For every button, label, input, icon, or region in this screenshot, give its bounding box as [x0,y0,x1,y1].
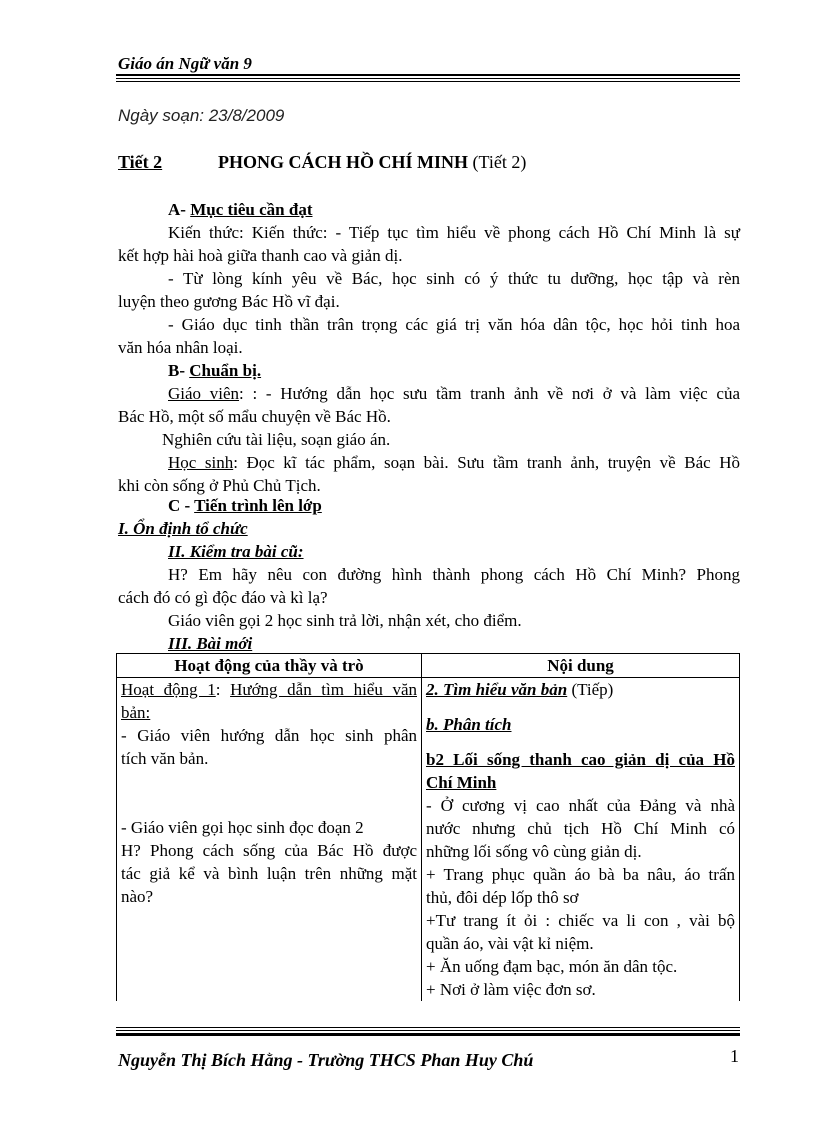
section-a-line-1: Kiến thức: Kiến thức: - Tiếp tục tìm hiểu về phong cách Hồ Chí Minh là sự [168,223,740,242]
spacer [121,770,417,816]
content-heading-2 [426,713,735,736]
table-cell-content [422,678,740,1002]
content-line-4: + Ăn uống đạm bạc, món ăn dân tộc. [426,957,678,976]
content-heading-3-text-1: b2 Lối sống thanh cao giản dị của Hồ [426,750,735,769]
content-heading-1-title: 2. Tìm hiểu văn bản [426,680,568,699]
step-1-heading: I. Ổn định tổ chức [118,519,248,538]
section-a-prefix: A- [168,200,191,219]
step-3-heading: III. Bài mới [168,634,253,653]
lesson-title-suffix: (Tiết 2) [468,152,527,172]
date-line: Ngày soạn: 23/8/2009 [118,106,285,125]
question-h-line-3: nào? [121,887,154,906]
section-c-title: Tiến trình lên lớp [194,496,322,515]
spacer [426,701,735,713]
page-number: 1 [730,1046,739,1066]
table-header-row [117,654,740,678]
section-b-heading [118,359,740,382]
header-rule-thick [116,74,740,76]
footer-author: Nguyễn Thị Bích Hằng - Trường THCS Phan Huy Chú [118,1050,534,1070]
content-heading-3-line-1 [426,748,735,771]
section-a-line-2: kết hợp hài hoà giữa thanh cao và giản dị. [118,246,403,265]
table-header-activity: Hoạt động của thầy và trò [117,654,422,678]
lesson-title [218,152,526,173]
step-2-heading: II. Kiểm tra bài cũ: [168,542,304,561]
question-line-2: cách đó có gì độc đáo và kì lạ? [118,588,328,607]
table-row [117,678,740,1002]
lesson-number: Tiết 2 [118,152,163,172]
question-h-line-2: tác giả kể và bình luận trên những mặt [121,864,417,883]
content-line-3b: quần áo, vài vật kỉ niệm. [426,934,594,953]
content-heading-1 [426,678,735,701]
content-line-2b: thủ, đôi dép lốp thô sơ [426,888,579,907]
student-line-1 [118,451,740,474]
content-line-1a: - Ở cương vị cao nhất của Đảng và nhà [426,796,735,815]
header-rule-thin-2 [116,81,740,82]
content-line-3a: +Tư trang ít ỏi : chiếc va li con , vài bộ [426,911,735,930]
student-line-2: khi còn sống ở Phủ Chủ Tịch. [118,476,321,495]
document-header-title: Giáo án Ngữ văn 9 [118,54,252,73]
activity-1-title-cont: bản [121,703,146,722]
teacher-line-3: Nghiên cứu tài liệu, soạn giáo án. [162,430,391,449]
section-c-heading [118,494,740,517]
teacher-text: : : - Hướng dẫn học sưu tầm tranh ảnh về nơi ở và làm việc của [239,384,740,403]
section-a-title: Mục tiêu cần đạt [190,200,313,219]
activity-1-heading [121,678,417,701]
teacher-guide-line-1: - Giáo viên hướng dẫn học sinh phân [121,726,417,745]
section-b-prefix: B- [168,361,190,380]
content-heading-3-text-2: Chí Minh [426,773,497,792]
activity-1-heading-cont [121,701,417,724]
section-a-line-6: văn hóa nhân loại. [118,338,243,357]
activity-1-title: Hướng dẫn tìm hiểu văn [230,680,417,699]
table-cell-activity [117,678,422,1002]
question-line-3: Giáo viên gọi 2 học sinh trả lời, nhận xét, cho điểm. [168,611,522,630]
student-text: : Đọc kĩ tác phẩm, soạn bài. Sưu tầm tranh ảnh, truyện về Bác Hồ [233,453,740,472]
activity-1-label: Hoạt động 1 [121,680,216,699]
content-line-2a: + Trang phục quần áo bà ba nâu, áo trấn [426,865,735,884]
teacher-label: Giáo viên [168,384,240,403]
activity-1-sep: : [215,680,231,699]
question-line-1: H? Em hãy nêu con đường hình thành phong cách Hồ Chí Minh? Phong [168,565,740,584]
section-a-line-5: - Giáo dục tinh thần trân trọng các giá trị văn hóa dân tộc, học hỏi tinh hoa [168,315,740,334]
lesson-table [116,653,740,1001]
teacher-read-line: - Giáo viên gọi học sinh đọc đoạn 2 [121,818,364,837]
content-heading-2-title: b. Phân tích [426,715,512,734]
step-3-wrap [118,632,740,655]
header-rule-thin [116,78,740,79]
activity-1-colon: : [145,703,151,722]
question-h-line-1: H? Phong cách sống của Bác Hồ được [121,841,417,860]
content-line-1c: những lối sống vô cùng giản dị. [426,842,642,861]
section-b [118,359,740,497]
footer-rule-thin [116,1027,740,1028]
section-a-line-3: - Từ lòng kính yêu về Bác, học sinh có ý thức tu dưỡng, học tập và rèn [168,269,740,288]
lesson-title-main: PHONG CÁCH HỒ CHÍ MINH [218,152,468,172]
student-label: Học sinh [168,453,234,472]
content-line-5: + Nơi ở làm việc đơn sơ. [426,980,596,999]
teacher-line-1 [118,382,740,405]
section-a-heading [118,198,740,221]
teacher-guide-line-2: tích văn bản. [121,749,209,768]
footer-rule-thick [116,1033,740,1036]
table-header-content: Nội dung [422,654,740,678]
spacer [426,736,735,748]
content-heading-3-line-2 [426,771,735,794]
footer-rule-thin-2 [116,1030,740,1031]
section-a-line-4: luyện theo gương Bác Hồ vĩ đại. [118,292,340,311]
section-c-prefix: C - [168,496,195,515]
section-a [118,198,740,359]
content-heading-1-suffix: (Tiếp) [567,680,614,699]
teacher-line-2: Bác Hồ, một số mẩu chuyện về Bác Hồ. [118,407,391,426]
step-2-wrap [118,540,740,563]
content-line-1b: nước nhưng chủ tịch Hồ Chí Minh có [426,819,735,838]
section-b-title: Chuẩn bị. [189,361,262,380]
section-c [118,494,740,655]
